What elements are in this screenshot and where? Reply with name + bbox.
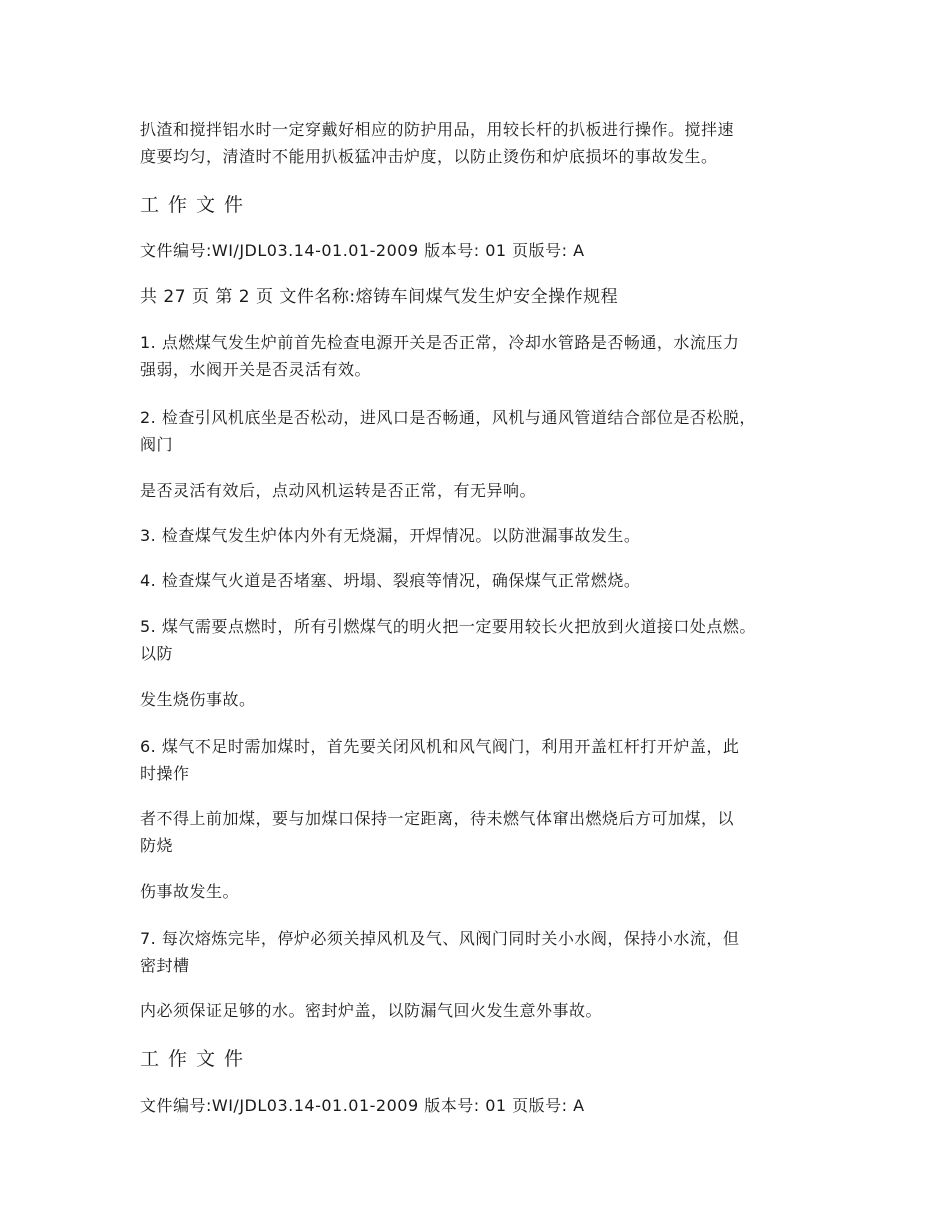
item-2-line-2: 阀门 [140,435,174,454]
item-5-line-2: 以防 [140,644,174,663]
item-5-line-1: 5. 煤气需要点燃时，所有引燃煤气的明火把一定要用较长火把放到火道接口处点燃。 [140,617,756,636]
intro-line-2: 度要均匀，清渣时不能用扒板猛冲击炉度，以防止烫伤和炉底损坏的事故发生。 [140,147,718,166]
item-6-line-5: 伤事故发生。 [140,882,240,901]
document-info-repeat: 文件编号:WI/JDL03.14-01.01-2009 版本号: 01 页版号: A [140,1096,585,1115]
item-6-line-4: 防烧 [140,836,174,855]
item-6-line-3: 者不得上前加煤，要与加煤口保持一定距离，待未燃气体窜出燃烧后方可加煤，以 [140,809,735,828]
item-1-line-2: 强弱，水阀开关是否灵活有效。 [140,360,372,379]
item-2-line-1: 2. 检查引风机底坐是否松动，进风口是否畅通，风机与通风管道结合部位是否松脱， [140,408,756,427]
document-info: 文件编号:WI/JDL03.14-01.01-2009 版本号: 01 页版号: A [140,241,585,260]
section-heading: 工作文件 [140,194,253,216]
item-3: 3. 检查煤气发生炉体内外有无烧漏，开焊情况。以防泄漏事故发生。 [140,526,641,545]
intro-line-1: 扒渣和搅拌铝水时一定穿戴好相应的防护用品，用较长杆的扒板进行操作。搅拌速 [140,120,735,139]
item-5-line-3: 发生烧伤事故。 [140,690,256,709]
section-heading-repeat: 工作文件 [140,1048,253,1070]
item-7-line-1: 7. 每次熔炼完毕，停炉必须关掉风机及气、风阀门同时关小水阀，保持小水流，但 [140,929,740,948]
item-2-line-3: 是否灵活有效后，点动风机运转是否正常，有无异响。 [140,481,537,500]
item-7-line-3: 内必须保证足够的水。密封炉盖，以防漏气回火发生意外事故。 [140,1001,603,1020]
item-1-line-1: 1. 点燃煤气发生炉前首先检查电源开关是否正常，冷却水管路是否畅通，水流压力 [140,333,740,352]
page-info: 共 27 页 第 2 页 文件名称:熔铸车间煤气发生炉安全操作规程 [140,287,619,307]
item-7-line-2: 密封槽 [140,956,190,975]
item-4: 4. 检查煤气火道是否堵塞、坍塌、裂痕等情况，确保煤气正常燃烧。 [140,571,641,590]
item-6-line-2: 时操作 [140,764,190,783]
item-6-line-1: 6. 煤气不足时需加煤时，首先要关闭风机和风气阀门，利用开盖杠杆打开炉盖，此 [140,737,740,756]
